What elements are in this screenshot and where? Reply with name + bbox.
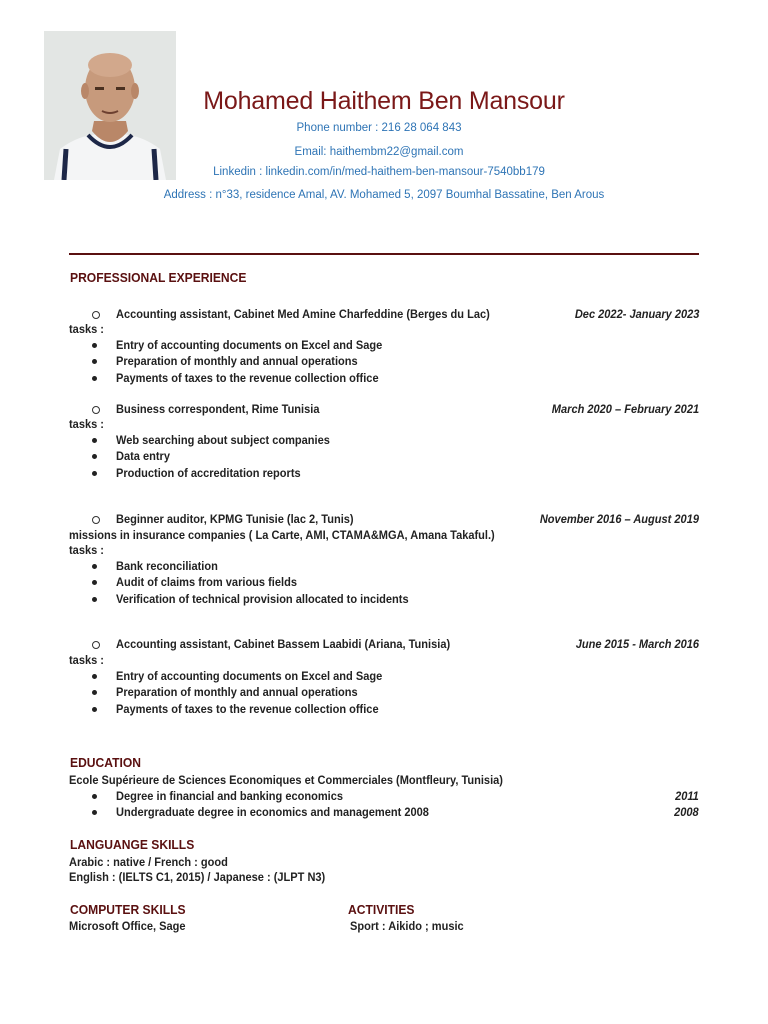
task-item: Bank reconciliation [116, 559, 218, 573]
task-item: Preparation of monthly and annual operations [116, 354, 358, 368]
section-heading-education: EDUCATION [70, 755, 141, 770]
job-title: Accounting assistant, Cabinet Bassem Laabidi (Ariana, Tunisia) [116, 637, 451, 651]
bullet-icon [92, 471, 97, 476]
tasks-label: tasks : [69, 417, 104, 431]
language-line: Arabic : native / French : good [69, 855, 228, 869]
circle-bullet-icon [92, 516, 100, 524]
task-item: Audit of claims from various fields [116, 575, 297, 589]
school-name: Ecole Supérieure de Sciences Economiques et Commerciales (Montfleury, Tunisia) [69, 773, 503, 787]
job-title: Business correspondent, Rime Tunisia [116, 402, 320, 416]
bullet-icon [92, 564, 97, 569]
task-item: Entry of accounting documents on Excel and Sage [116, 669, 383, 683]
phone-number: Phone number : 216 28 064 843 [296, 122, 462, 134]
degree-item: Undergraduate degree in economics and management 2008 [116, 805, 429, 819]
bullet-icon [92, 580, 97, 585]
activities-text: Sport : Aikido ; music [350, 919, 464, 933]
bullet-icon [92, 376, 97, 381]
degree-year: 2011 [675, 789, 699, 803]
section-heading-activities: ACTIVITIES [348, 902, 415, 917]
language-line: English : (IELTS C1, 2015) / Japanese : (JLPT N3) [69, 870, 326, 884]
bullet-icon [92, 690, 97, 695]
bullet-icon [92, 597, 97, 602]
circle-bullet-icon [92, 406, 100, 414]
task-item: Payments of taxes to the revenue collection office [116, 702, 379, 716]
email[interactable]: Email: haithembm22@gmail.com [294, 146, 464, 158]
section-heading-experience: PROFESSIONAL EXPERIENCE [70, 270, 247, 285]
job-dates: June 2015 - March 2016 [575, 637, 699, 651]
computer-skills-text: Microsoft Office, Sage [69, 919, 186, 933]
bullet-icon [92, 343, 97, 348]
degree-year: 2008 [674, 805, 699, 819]
task-item: Payments of taxes to the revenue collection office [116, 371, 379, 385]
job-dates: March 2020 – February 2021 [551, 402, 699, 416]
bullet-icon [92, 707, 97, 712]
task-item: Verification of technical provision allocated to incidents [116, 592, 409, 606]
candidate-name: Mohamed Haithem Ben Mansour [203, 87, 565, 115]
bullet-icon [92, 359, 97, 364]
bullet-icon [92, 794, 97, 799]
tasks-label: tasks : [69, 543, 104, 557]
job-title: Beginner auditor, KPMG Tunisie (lac 2, Tunis) [116, 512, 354, 526]
degree-item: Degree in financial and banking economics [116, 789, 343, 803]
linkedin-link[interactable]: Linkedin : linkedin.com/in/med-haithem-ben-mansour-7540bb179 [213, 166, 545, 178]
tasks-label: tasks : [69, 653, 104, 667]
tasks-label: tasks : [69, 322, 104, 336]
bullet-icon [92, 454, 97, 459]
section-heading-computer-skills: COMPUTER SKILLS [70, 902, 186, 917]
task-item: Data entry [116, 449, 170, 463]
task-item: Entry of accounting documents on Excel and Sage [116, 338, 383, 352]
circle-bullet-icon [92, 641, 100, 649]
task-item: Web searching about subject companies [116, 433, 330, 447]
task-item: Preparation of monthly and annual operations [116, 685, 358, 699]
job-title: Accounting assistant, Cabinet Med Amine Charfeddine (Berges du Lac) [116, 307, 490, 321]
job-note: missions in insurance companies ( La Carte, AMI, CTAMA&MGA, Amana Takaful.) [69, 528, 495, 542]
header-divider [69, 253, 699, 255]
task-item: Production of accreditation reports [116, 466, 301, 480]
job-dates: November 2016 – August 2019 [539, 512, 699, 526]
bullet-icon [92, 810, 97, 815]
bullet-icon [92, 438, 97, 443]
job-dates: Dec 2022- January 2023 [574, 307, 699, 321]
section-heading-languages: LANGUANGE SKILLS [70, 837, 195, 852]
address: Address : n°33, residence Amal, AV. Mohamed 5, 2097 Boumhal Bassatine, Ben Arous [163, 189, 605, 201]
bullet-icon [92, 674, 97, 679]
circle-bullet-icon [92, 311, 100, 319]
